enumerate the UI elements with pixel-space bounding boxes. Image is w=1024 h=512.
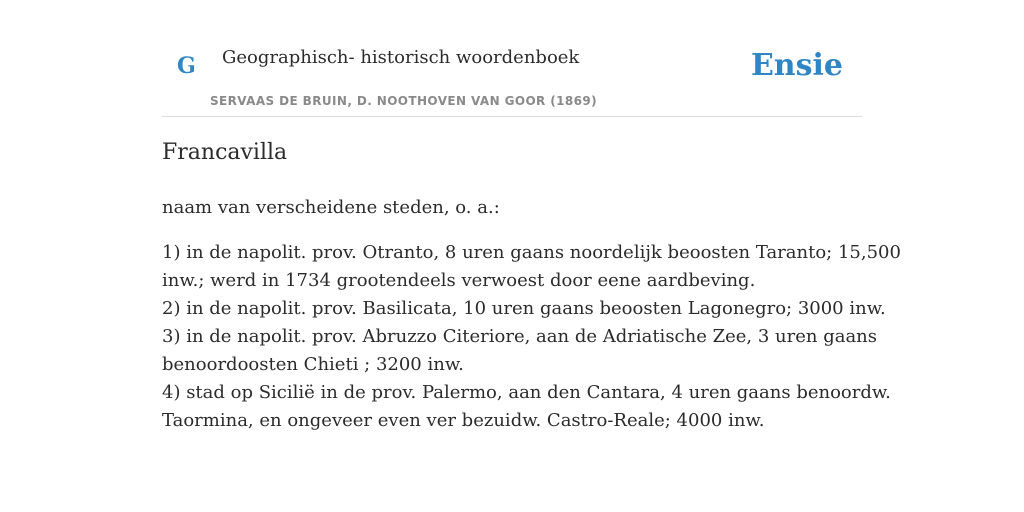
entry-line: 1) in de napolit. prov. Otranto, 8 uren gaans noordelijk beoosten Taranto; 15,500	[162, 242, 901, 263]
book-initial-icon: G	[177, 53, 196, 79]
entry-body	[162, 239, 901, 435]
entry-line: Taormina, en ongeveer even ver bezuidw. Castro-Reale; 4000 inw.	[162, 410, 765, 431]
book-header	[162, 0, 862, 117]
entry-line: 2) in de napolit. prov. Basilicata, 10 uren gaans beoosten Lagonegro; 3000 inw.	[162, 298, 886, 319]
book-title[interactable]: Geographisch- historisch woordenboek	[222, 47, 580, 68]
entry-line: benoordoosten Chieti ; 3200 inw.	[162, 354, 464, 375]
entry-intro: naam van verscheidene steden, o. a.:	[162, 197, 500, 218]
entry-line: 4) stad op Sicilië in de prov. Palermo, aan den Cantara, 4 uren gaans benoordw.	[162, 382, 891, 403]
ensie-logo[interactable]: Ensie	[750, 48, 843, 83]
book-author: SERVAAS DE BRUIN, D. NOOTHOVEN VAN GOOR (1869)	[210, 94, 598, 108]
entry-line: inw.; werd in 1734 grootendeels verwoest door eene aardbeving.	[162, 270, 756, 291]
entry-line: 3) in de napolit. prov. Abruzzo Citeriore, aan de Adriatische Zee, 3 uren gaans	[162, 326, 878, 347]
page	[162, 0, 901, 512]
entry-title: Francavilla	[162, 140, 288, 165]
